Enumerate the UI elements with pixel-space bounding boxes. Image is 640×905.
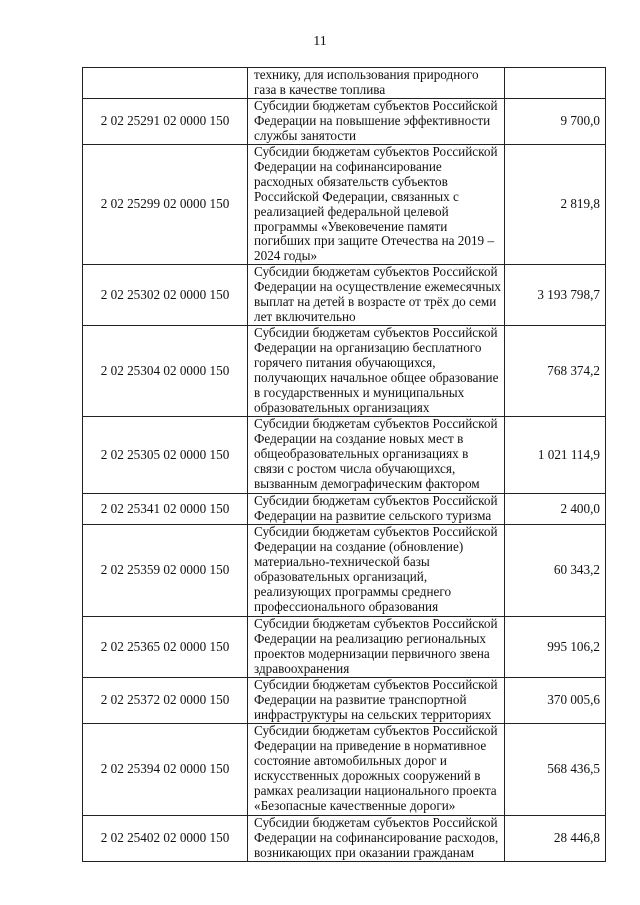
amount-cell: 568 436,5: [505, 724, 606, 816]
table-row: [83, 265, 606, 326]
subsidy-name-cell: Субсидии бюджетам субъектов Российской Федерации на развитие транспортной инфраструктуры на сельских территориях: [248, 678, 505, 724]
subsidy-name-cell: Субсидии бюджетам субъектов Российской Федерации на приведение в нормативное состояние автомобильных дорог и искусственных дорожных сооружений в рамках реализации национального проекта «Безопасные качественные дороги»: [248, 724, 505, 816]
table-row: [83, 417, 606, 494]
table-row: [83, 678, 606, 724]
budget-code-cell: 2 02 25402 02 0000 150: [83, 816, 248, 862]
budget-code-cell: 2 02 25304 02 0000 150: [83, 326, 248, 417]
subsidy-name-cell: Субсидии бюджетам субъектов Российской Федерации на создание новых мест в общеобразовательных организациях в связи с ростом числа обучающихся, вызванным демографическим фактором: [248, 417, 505, 494]
amount-cell: 28 446,8: [505, 816, 606, 862]
subsidy-name-cell: Субсидии бюджетам субъектов Российской Федерации на софинансирование расходов, возникающих при оказании гражданам: [248, 816, 505, 862]
budget-code-cell: 2 02 25394 02 0000 150: [83, 724, 248, 816]
subsidy-name-cell: Субсидии бюджетам субъектов Российской Федерации на софинансирование расходных обязательств субъектов Российской Федерации, связанных с реализацией федеральной целевой программы «Увековечение памяти погибших при защите Отечества на 2019 – 2024 годы»: [248, 145, 505, 265]
budget-code-cell: 2 02 25291 02 0000 150: [83, 99, 248, 145]
subsidy-name-cell: Субсидии бюджетам субъектов Российской Федерации на организацию бесплатного горячего питания обучающихся, получающих начальное общее образование в государственных и муниципальных образовательных организациях: [248, 326, 505, 417]
budget-code-cell: [83, 68, 248, 99]
subsidy-name-cell: Субсидии бюджетам субъектов Российской Федерации на реализацию региональных проектов модернизации первичного звена здравоохранения: [248, 617, 505, 678]
table-row: [83, 816, 606, 862]
amount-cell: 1 021 114,9: [505, 417, 606, 494]
amount-cell: 60 343,2: [505, 525, 606, 617]
amount-cell: 9 700,0: [505, 99, 606, 145]
subsidy-name-cell: Субсидии бюджетам субъектов Российской Федерации на осуществление ежемесячных выплат на детей в возрасте от трёх до семи лет включительно: [248, 265, 505, 326]
table-row: [83, 494, 606, 525]
subsidy-name-cell: Субсидии бюджетам субъектов Российской Федерации на создание (обновление) материально-технической базы образовательных организаций, реализующих программы среднего профессионального образования: [248, 525, 505, 617]
amount-cell: 995 106,2: [505, 617, 606, 678]
amount-cell: 3 193 798,7: [505, 265, 606, 326]
amount-cell: 370 005,6: [505, 678, 606, 724]
budget-code-cell: 2 02 25305 02 0000 150: [83, 417, 248, 494]
amount-cell: [505, 68, 606, 99]
amount-cell: 2 400,0: [505, 494, 606, 525]
amount-cell: 768 374,2: [505, 326, 606, 417]
page-number: 11: [313, 34, 327, 49]
budget-revenue-table: [82, 67, 606, 862]
subsidy-name-cell: Субсидии бюджетам субъектов Российской Федерации на развитие сельского туризма: [248, 494, 505, 525]
subsidy-name-cell: технику, для использования природного газа в качестве топлива: [248, 68, 505, 99]
budget-code-cell: 2 02 25365 02 0000 150: [83, 617, 248, 678]
budget-code-cell: 2 02 25299 02 0000 150: [83, 145, 248, 265]
table-row: [83, 326, 606, 417]
budget-code-cell: 2 02 25359 02 0000 150: [83, 525, 248, 617]
table-row: [83, 525, 606, 617]
subsidy-name-cell: Субсидии бюджетам субъектов Российской Федерации на повышение эффективности службы занятости: [248, 99, 505, 145]
budget-code-cell: 2 02 25372 02 0000 150: [83, 678, 248, 724]
budget-code-cell: 2 02 25302 02 0000 150: [83, 265, 248, 326]
table-row: [83, 68, 606, 99]
table-row: [83, 145, 606, 265]
table-row: [83, 99, 606, 145]
amount-cell: 2 819,8: [505, 145, 606, 265]
table-row: [83, 617, 606, 678]
table-row: [83, 724, 606, 816]
budget-code-cell: 2 02 25341 02 0000 150: [83, 494, 248, 525]
